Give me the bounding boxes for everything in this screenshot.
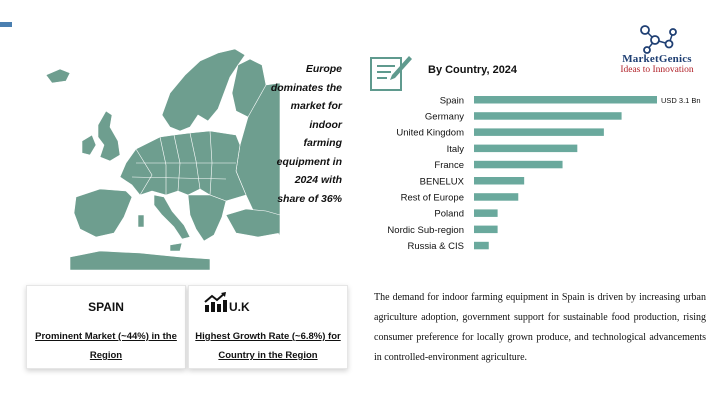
accent-bar xyxy=(0,22,12,27)
bar xyxy=(474,242,489,250)
category-label: France xyxy=(434,160,464,172)
headline-text: Europe dominates the market for indoor farming equipment in 2024 with share of 36% xyxy=(270,63,342,205)
category-label: Russia & CIS xyxy=(407,241,464,253)
chart-title: By Country, 2024 xyxy=(428,64,518,76)
logo-name: MarketGenics xyxy=(622,53,692,65)
spain-card-title: SPAIN xyxy=(88,300,124,314)
bar xyxy=(474,145,577,153)
category-label: Germany xyxy=(424,111,464,123)
europe-map-graphic xyxy=(40,45,280,270)
uk-card xyxy=(188,285,348,369)
europe-map xyxy=(40,45,280,270)
spain-card-subtitle: Prominent Market (~44%) in the Region xyxy=(35,331,177,361)
category-label: Italy xyxy=(446,143,464,155)
category-label: Rest of Europe xyxy=(400,192,464,204)
bar xyxy=(474,209,498,217)
bar-value-label: USD 3.1 Bn xyxy=(661,95,701,105)
bar xyxy=(474,226,498,234)
molecule-logo-icon xyxy=(637,22,677,54)
description-text: The demand for indoor farming equipment in Spain is driven by increasing urban agriculture adoption, government support for sustainable food production, rising consumer preference for locally grown produce, and technological advancements in controlled-environment agriculture. xyxy=(374,292,706,363)
uk-card-subtitle: Highest Growth Rate (~6.8%) for Country in the Region xyxy=(195,331,341,361)
category-label: Spain xyxy=(439,95,464,107)
bar xyxy=(474,96,657,104)
category-label: United Kingdom xyxy=(396,127,464,139)
uk-card-title: U.K xyxy=(229,300,250,314)
logo-tagline: Ideas to Innovation xyxy=(620,65,694,75)
bar xyxy=(474,193,518,201)
spain-card xyxy=(26,285,186,369)
notepad-pen-icon xyxy=(369,52,413,92)
bar xyxy=(474,177,524,185)
category-label: BENELUX xyxy=(419,176,464,188)
bar xyxy=(474,128,604,136)
bar xyxy=(474,112,622,120)
category-label: Nordic Sub-region xyxy=(387,224,464,236)
category-label: Poland xyxy=(434,208,464,220)
growth-chart-icon xyxy=(203,291,229,313)
bar xyxy=(474,161,563,169)
marketgenics-logo xyxy=(607,22,707,78)
country-bar-chart xyxy=(350,90,710,260)
